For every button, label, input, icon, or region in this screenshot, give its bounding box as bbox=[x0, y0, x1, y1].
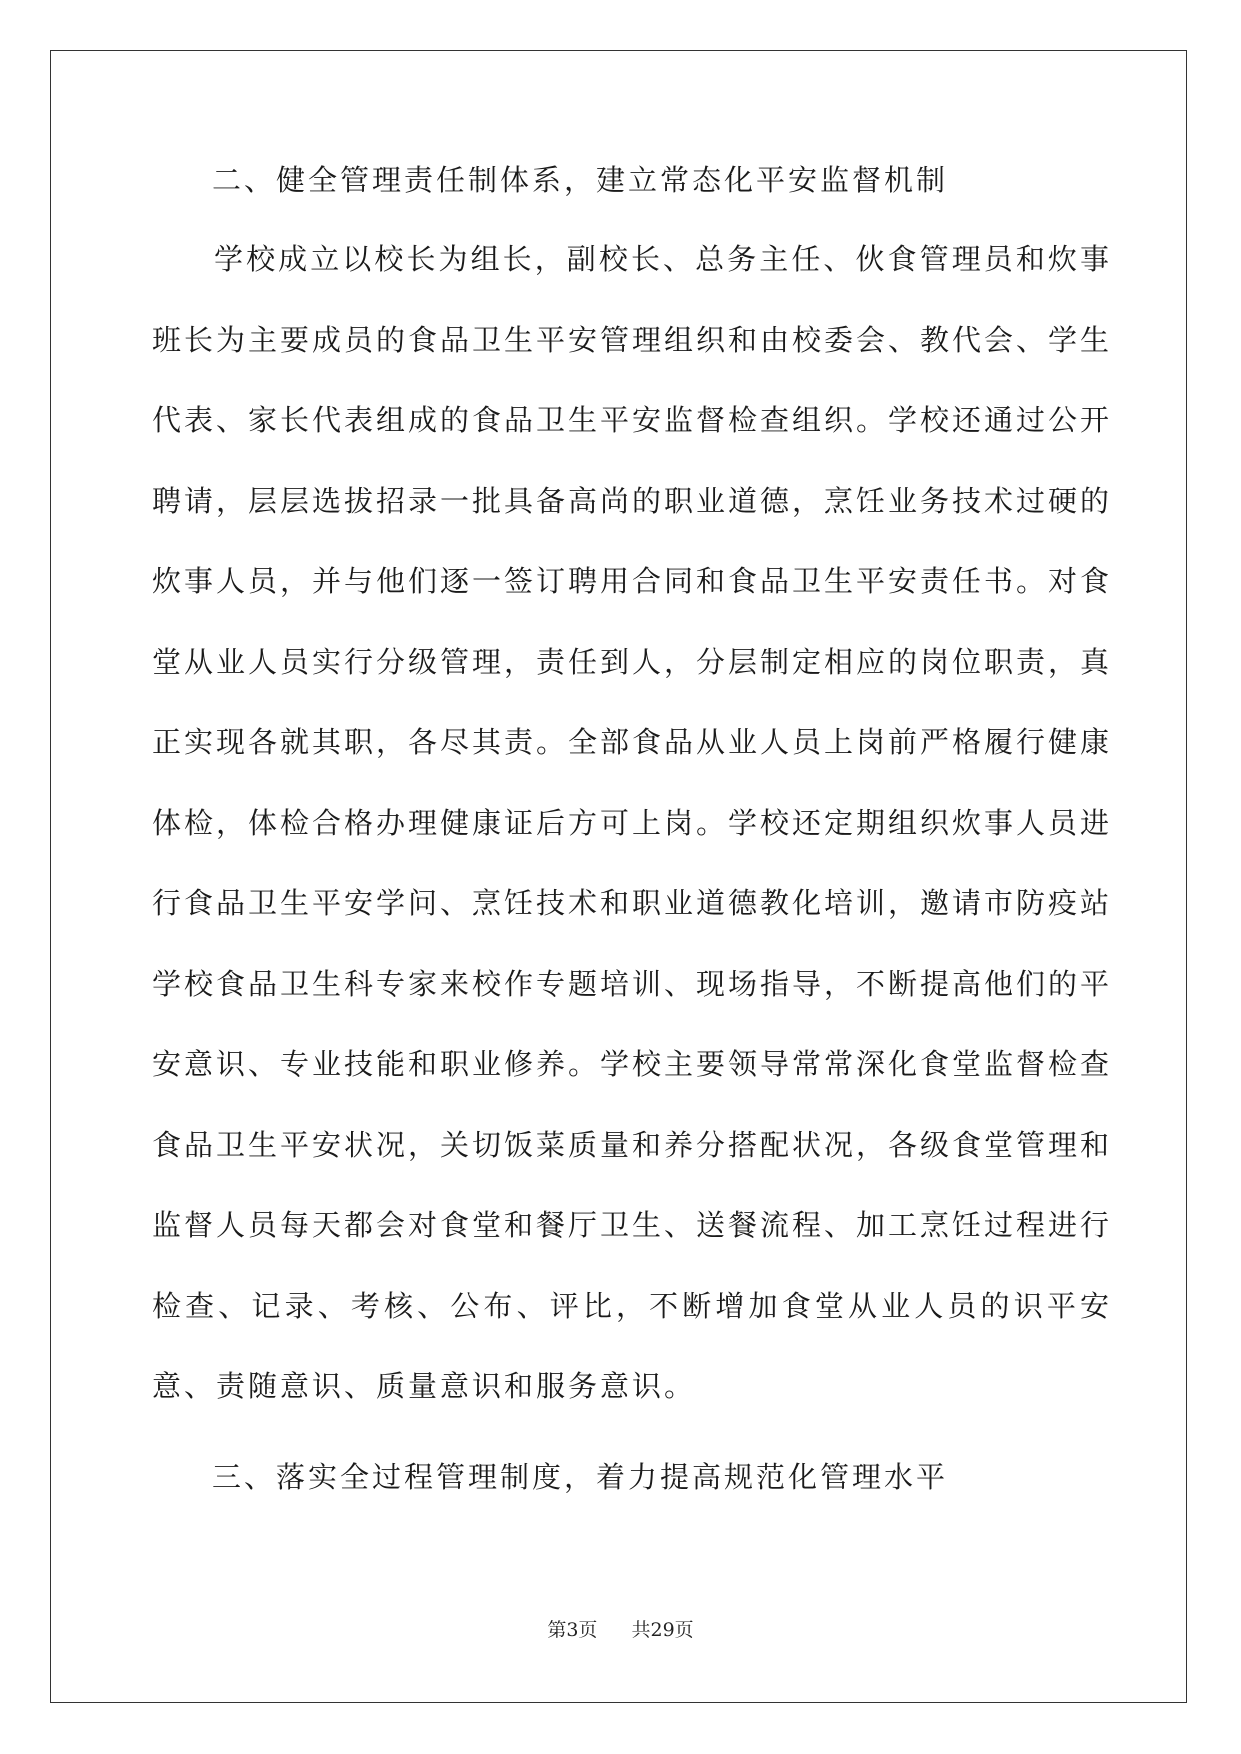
page-total: 共29页 bbox=[631, 1619, 694, 1641]
page-footer bbox=[0, 1618, 1241, 1642]
section-heading-3: 三、落实全过程管理制度，着力提高规范化管理水平 bbox=[212, 1459, 949, 1494]
section-heading-2: 二、健全管理责任制体系，建立常态化平安监督机制 bbox=[212, 163, 949, 197]
document-body bbox=[152, 160, 1112, 1497]
body-paragraph: 学校成立以校长为组长，副校长、总务主任、伙食管理员和炊事班长为主要成员的食品卫生平安管理组织和由校委会、教代会、学生代表、家长代表组成的食品卫生平安监督检查组织。学校还通过公开聘请，层层选拔招录一批具备高尚的职业道德，烹饪业务技术过硬的炊事人员，并与他们逐一签订聘用合同和食品卫生平安责任书。对食堂从业人员实行分级管理，责任到人，分层制定相应的岗位职责，真正实现各就其职，各尽其责。全部食品从业人员上岗前严格履行健康体检，体检合格办理健康证后方可上岗。学校还定期组织炊事人员进行食品卫生平安学问、烹饪技术和职业道德教化培训，邀请市防疫站学校食品卫生科专家来校作专题培训、现场指导，不断提高他们的平安意识、专业技能和职业修养。学校主要领导常常深化食堂监督检查食品卫生平安状况，关切饭菜质量和养分搭配状况，各级食堂管理和监督人员每天都会对食堂和餐厅卫生、送餐流程、加工烹饪过程进行检查、记录、考核、公布、评比，不断增加食堂从业人员的识平安意、责随意识、质量意识和服务意识。 bbox=[152, 242, 1113, 1403]
page-number: 第3页 bbox=[547, 1619, 598, 1641]
